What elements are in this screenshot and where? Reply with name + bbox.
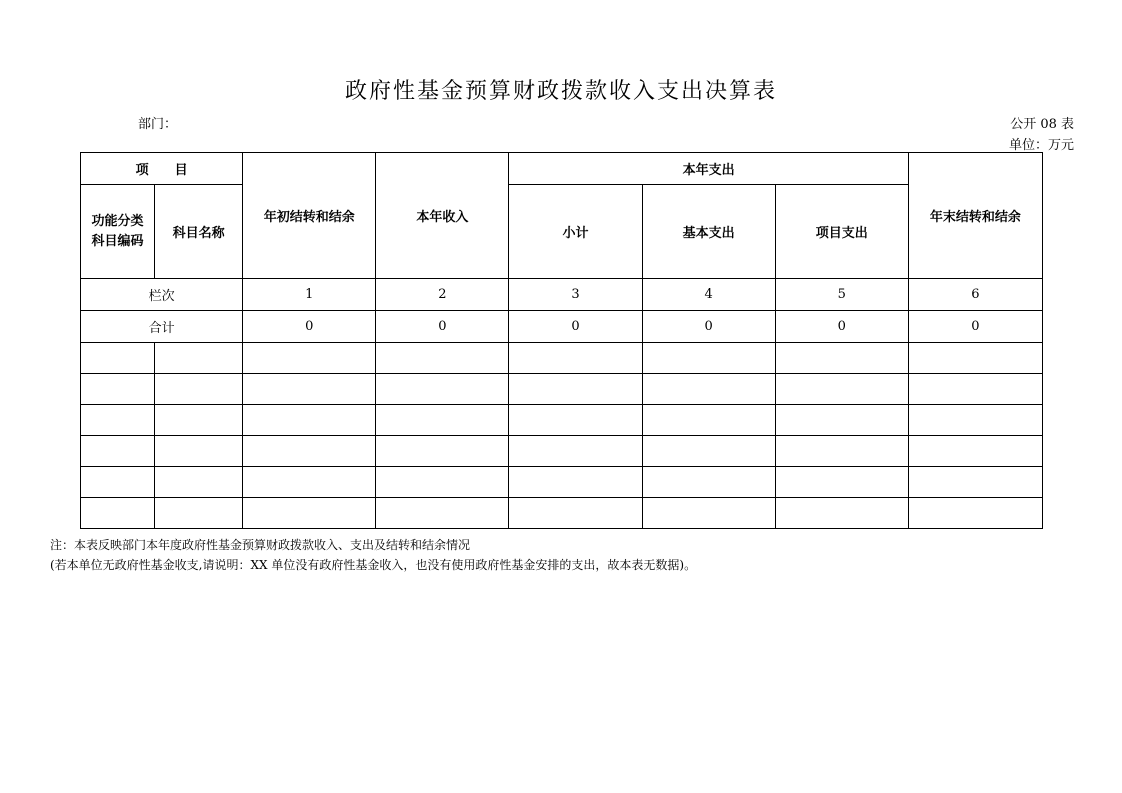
table-cell[interactable]	[155, 374, 243, 405]
table-cell[interactable]	[81, 467, 155, 498]
total-cell: 0	[908, 311, 1042, 343]
header-current-expense: 本年支出	[509, 153, 908, 185]
header-basic-expense: 基本支出	[642, 185, 775, 279]
form-code: 公开 08 表	[1010, 117, 1074, 132]
header-function-code-line2: 科目编码	[91, 233, 144, 249]
table-cell[interactable]	[155, 467, 243, 498]
total-label: 合计	[81, 311, 243, 343]
header-function-code-line1: 功能分类	[91, 213, 144, 229]
total-cell: 0	[642, 311, 775, 343]
table-cell[interactable]	[243, 374, 376, 405]
header-closing-balance: 年末结转和结余	[908, 153, 1042, 279]
table-cell[interactable]	[243, 498, 376, 529]
header-function-code	[81, 185, 155, 279]
table-row	[81, 374, 1043, 405]
table-cell[interactable]	[642, 498, 775, 529]
column-number-cell: 4	[642, 279, 775, 311]
header-subtotal: 小计	[509, 185, 642, 279]
budget-table	[80, 152, 1043, 529]
table-row	[81, 498, 1043, 529]
table-cell[interactable]	[775, 467, 908, 498]
table-cell[interactable]	[509, 405, 642, 436]
total-cell: 0	[509, 311, 642, 343]
table-cell[interactable]	[775, 374, 908, 405]
header-project-expense: 项目支出	[775, 185, 908, 279]
table-cell[interactable]	[81, 374, 155, 405]
footnote-line2: (若本单位无政府性基金收支,请说明：XX 单位没有政府性基金收入，也没有使用政府性基金安排的支出，故本表无数据)。	[50, 558, 697, 572]
table-cell[interactable]	[509, 436, 642, 467]
page-title: 政府性基金预算财政拨款收入支出决算表	[344, 79, 777, 104]
table-cell[interactable]	[908, 498, 1042, 529]
column-number-row	[81, 279, 1043, 311]
column-number-cell: 5	[775, 279, 908, 311]
table-cell[interactable]	[81, 436, 155, 467]
table-cell[interactable]	[775, 436, 908, 467]
table-cell[interactable]	[908, 374, 1042, 405]
table-cell[interactable]	[642, 374, 775, 405]
table-cell[interactable]	[155, 405, 243, 436]
table-cell[interactable]	[376, 467, 509, 498]
table-cell[interactable]	[642, 467, 775, 498]
table-row	[81, 467, 1043, 498]
table-cell[interactable]	[509, 374, 642, 405]
table-row	[81, 343, 1043, 374]
table-cell[interactable]	[908, 343, 1042, 374]
table-cell[interactable]	[908, 467, 1042, 498]
table-cell[interactable]	[243, 343, 376, 374]
header-subject-name: 科目名称	[155, 185, 243, 279]
table-cell[interactable]	[908, 405, 1042, 436]
total-cell: 0	[775, 311, 908, 343]
table-cell[interactable]	[81, 343, 155, 374]
table-cell[interactable]	[775, 343, 908, 374]
table-cell[interactable]	[509, 467, 642, 498]
table-cell[interactable]	[642, 343, 775, 374]
table-cell[interactable]	[155, 343, 243, 374]
table-cell[interactable]	[376, 374, 509, 405]
footnote-line1: 注：本表反映部门本年度政府性基金预算财政拨款收入、支出及结转和结余情况	[50, 538, 471, 552]
table-row	[81, 405, 1043, 436]
table-cell[interactable]	[155, 498, 243, 529]
table-cell[interactable]	[243, 467, 376, 498]
total-cell: 0	[376, 311, 509, 343]
table-cell[interactable]	[376, 498, 509, 529]
table-cell[interactable]	[775, 498, 908, 529]
table-cell[interactable]	[376, 343, 509, 374]
column-number-label: 栏次	[81, 279, 243, 311]
department-label: 部门：	[138, 117, 178, 132]
table-cell[interactable]	[509, 498, 642, 529]
table-cell[interactable]	[81, 498, 155, 529]
table-cell[interactable]	[155, 436, 243, 467]
table-cell[interactable]	[908, 436, 1042, 467]
total-cell: 0	[243, 311, 376, 343]
column-number-cell: 6	[908, 279, 1042, 311]
table-cell[interactable]	[642, 436, 775, 467]
column-number-cell: 2	[376, 279, 509, 311]
total-row	[81, 311, 1043, 343]
table-cell[interactable]	[509, 343, 642, 374]
table-row	[81, 436, 1043, 467]
column-number-cell: 1	[243, 279, 376, 311]
table-cell[interactable]	[775, 405, 908, 436]
table-cell[interactable]	[642, 405, 775, 436]
table-cell[interactable]	[81, 405, 155, 436]
table-cell[interactable]	[243, 436, 376, 467]
table-cell[interactable]	[376, 436, 509, 467]
header-current-income: 本年收入	[376, 153, 509, 279]
header-opening-balance: 年初结转和结余	[243, 153, 376, 279]
table-cell[interactable]	[376, 405, 509, 436]
unit-label: 单位：万元	[1008, 138, 1074, 153]
header-item: 项 目	[81, 153, 243, 185]
column-number-cell: 3	[509, 279, 642, 311]
table-cell[interactable]	[243, 405, 376, 436]
